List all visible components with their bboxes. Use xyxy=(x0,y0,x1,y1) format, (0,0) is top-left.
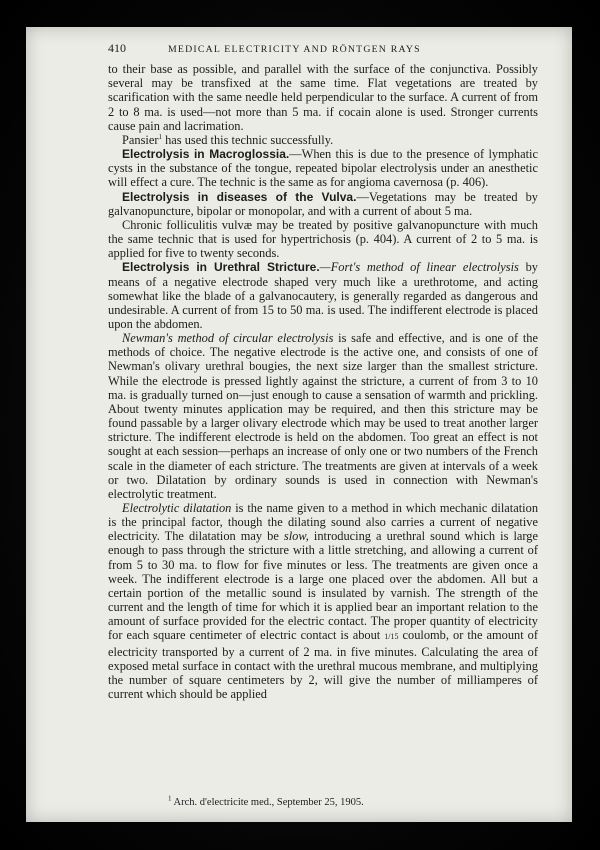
dilatation-text-a: is the name given to a method in which mechanic dilatation is the principal factor, though the dilating sound also carries a current of negative electricity. The dilatation may be xyxy=(108,501,539,544)
paragraph-folliculitis: Chronic folliculitis vulvæ may be treated by positive galvanopuncture with much the same technic that is used for hypertrichosis (p. 404). A current of 2 to 5 ma. is applied for five to twenty seconds. xyxy=(108,217,538,261)
heading-macroglossia: Electrolysis in Macroglossia. xyxy=(122,147,290,162)
footnote-ref: 1 xyxy=(158,132,162,141)
dilatation-text-c: coulomb, or the amount of electricity transported by a current of 2 ma. in five minutes. Calculating the area of exposed metal surface in contact with the urethral mucous membrane, and multiplying the number of square centimeters by 2, will give the number of milliamperes of current which should be applied xyxy=(108,628,538,702)
pansier-name: Pansier xyxy=(122,132,159,147)
footnote-marker: 1 xyxy=(168,794,172,803)
urethral-stricture-text: by means of a negative electrode shaped very much like a urethrotome, and acting somewhat like the blade of a galvanocautery, is generally regarded as dangerous and undesirable. A current of from 15 to 50 ma. is used. The indifferent electrode is placed upon the abdomen. xyxy=(108,260,538,331)
pansier-rest: has used this technic successfully. xyxy=(161,132,334,147)
footnote xyxy=(168,794,364,808)
book-page xyxy=(26,27,572,822)
electrolytic-dilatation-term: Electrolytic dilatation xyxy=(122,501,232,515)
paragraph-urethral-stricture xyxy=(108,260,538,331)
running-head: MEDICAL ELECTRICITY AND RÖNTGEN RAYS xyxy=(168,44,421,55)
slow-term: slow, xyxy=(283,529,309,544)
heading-urethral-stricture: Electrolysis in Urethral Stricture. xyxy=(122,260,320,275)
page-header xyxy=(108,41,538,57)
paragraph-macroglossia xyxy=(108,147,538,189)
page-body xyxy=(108,41,538,701)
paragraph-pansier xyxy=(108,133,538,147)
newman-text: is safe and effective, and is one of the methods of choice. The negative electrode is the active one, and consists of one of Newman's olivary urethral bougies, the next size larger than the smallest stricture. While the electrode is pressed lightly against the stricture, a current of from 3 to 10 ma. is gradually turned on—just enough to cause a sensation of warmth and prickling. About twenty minutes application may be required, and then this stricture may be found passable by a larger olivary electrode which may be used to treat another larger stricture. The indifferent electrode is held on the abdomen. Too great an effect is not sought at each session—perhaps an increase of only one or two numbers of the French scale in the diameter of each stricture. The treatments are given at intervals of a week or two. Dilatation by ordinary sounds is used in connection with Newman's electrolytic treatment. xyxy=(108,331,538,501)
macroglossia-text: —When this is due to the presence of lymphatic cysts in the substance of the tongue, repeated bipolar electrolysis under an anesthetic will effect a cure. The technic is the same as for angioma cavernosa (p. 406). xyxy=(108,147,538,190)
vulva-text: —Vegetations may be treated by galvanopuncture, bipolar or monopolar, and with a current of about 5 ma. xyxy=(108,189,538,218)
dilatation-text-b: introducing a urethral sound which is large enough to pass through the stricture with a little stretching, and allowing a current of from 5 to 30 ma. to flow for five minutes or less. The treatments are given once a week. The indifferent electrode is a large one placed over the abdomen. All but a certain portion of the metallic sound is insulated by varnish. The strength of the current and the length of time for which it is applied bear an important relation to the amount of surface provided for the electric contact. The proper quantity of electricity for each square centimeter of electric contact is about xyxy=(108,529,538,643)
forts-method: —Fort's method of linear electrolysis xyxy=(319,260,519,275)
page-number: 410 xyxy=(108,41,126,55)
paragraph-conjunctiva: to their base as possible, and parallel with the surface of the conjunctiva. Possibly several may be transfixed at the same time. Flat vegetations are treated by scarification with the same needle held perpendicular to the surface. A current of from 2 to 8 ma. is used—not more than 5 ma. if cocain alone is used. Stronger currents cause pain and lacrimation. xyxy=(108,62,538,133)
paragraph-electrolytic-dilatation xyxy=(108,501,538,701)
heading-vulva: Electrolysis in diseases of the Vulva. xyxy=(122,189,357,204)
paragraph-newman xyxy=(108,331,538,501)
newman-method: Newman's method of circular electrolysis xyxy=(122,331,334,346)
paragraph-vulva xyxy=(108,190,538,218)
fraction: 1/15 xyxy=(384,632,399,642)
footnote-text: Arch. d'electricite med., September 25, 1905. xyxy=(171,797,364,808)
